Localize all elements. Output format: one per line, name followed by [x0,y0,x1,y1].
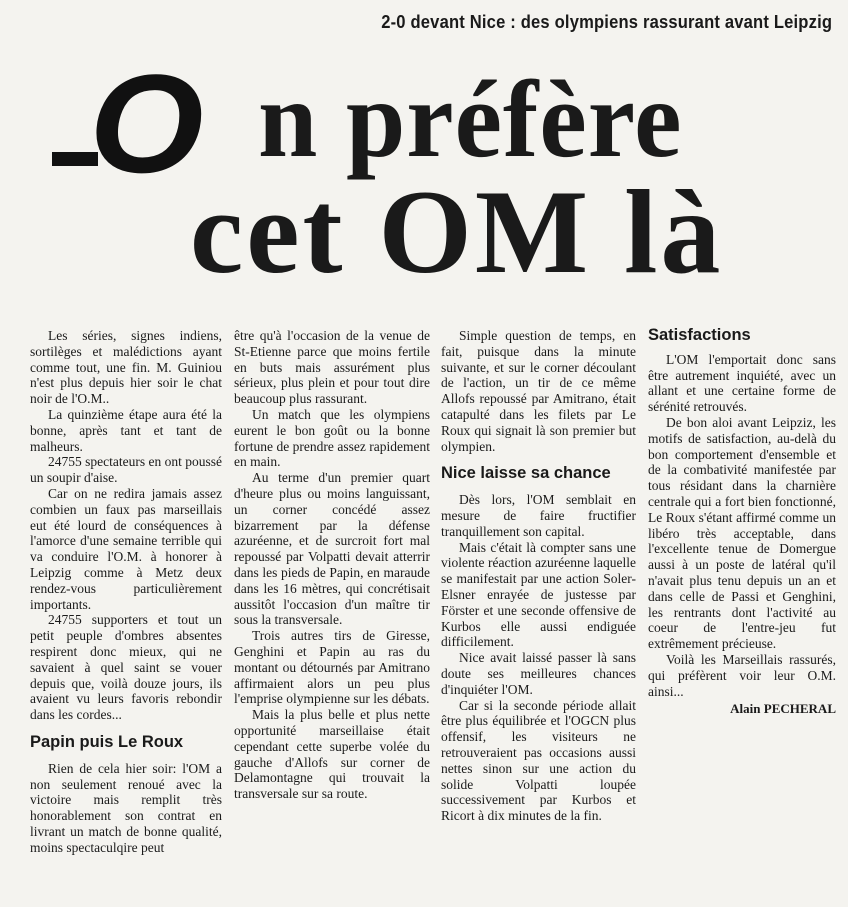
article-paragraph: Les séries, signes indiens, sortilèges et malédictions ayant comme tout, une fin. M. Guiniou n'est plus depuis hier soir le chat noir de l'O.M.. [30,328,222,407]
author-signature: Alain PECHERAL [730,701,836,717]
article-paragraph: Rien de cela hier soir: l'OM a non seulement renoué avec la victoire mais remplit très honorablement son contrat en livrant un match de bonne qualité, moins spectaculqire peut [30,760,222,855]
article-paragraph: Mais la plus belle et plus nette opportunité marseillaise était cependant cette superbe volée du gauche d'Allofs sur corner de Delamontagne qui trouvait la transversale sur sa route. [234,707,430,802]
article-paragraph: 24755 spectateurs en ont poussé un soupir d'aise. [30,454,222,486]
article-paragraph: Trois autres tirs de Giresse, Genghini et Papin au ras du montant ou détournés par Amitrano affirmaient alors un peu plus l'emprise olympienne sur les débats. [234,628,430,707]
article-column-4 [648,328,836,717]
article-column-1 [30,328,222,856]
section-subhead: Papin puis Le Roux [30,732,184,751]
headline-initial: O [89,45,204,202]
article-paragraph: être qu'à l'occasion de la venue de St-Etienne parce que moins fertile en buts mais assurément plus sérieux, plus plein et pour tout dire beaucoup plus rassurant. [234,328,430,407]
article-paragraph: Mais c'était là compter sans une violente réaction azuréenne laquelle se manifestait par une action Soler-Elsner enrayée de justesse par Förster et une seconde offensive de Kurbos elle aussi endiguée difficilement. [441,539,636,650]
article-paragraph: Voilà les Marseillais rassurés, qui préfèrent voir leur O.M. ainsi... [648,651,836,699]
article-paragraph: Simple question de temps, en fait, puisque dans la minute suivante, et sur le corner découlant de l'action, un tir de ce même Allofs repoussé par Amitrano, était catapulté dans les filets par Le Roux qui signait là son premier but olympien. [441,328,636,454]
section-subhead: Satisfactions [648,326,751,344]
article-paragraph: Car si la seconde période allait être plus équilibrée et l'OGCN plus offensif, les visiteurs ne retrouveraient pas occasions aussi nettes sinon sur une action du solide Volpatti loupée successivement par Kurbos et Ricort à dix minutes de la fin. [441,697,636,824]
article-column-2 [234,328,430,802]
kicker: 2-0 devant Nice : des olympiens rassurant avant Leipzig [381,12,832,32]
article-paragraph: Car on ne redira jamais assez combien un faux pas marseillais eut été lourd de conséquences à l'amorce d'une semaine terrible qui va conduire l'O.M. à honorer à Leipzig comme à Metz deux rendez-vous particulièrement importants. [30,485,222,612]
headline-line1: n préfère [258,58,683,180]
headline-line2: cet OM là [190,165,724,298]
article-paragraph: 24755 supporters et tout un petit peuple d'ombres absentes respirent donc mieux, qui ne savaient à quel saint se vouer depuis que, voilà douze jours, ils avaient vu leurs favoris rebondir dans les cordes... [30,612,222,723]
article-paragraph: De bon aloi avant Leipziz, les motifs de satisfaction, au-delà du bon comportement d'ensemble et de la combativité manifestée par tous résidant dans la charnière centrale qui a fort bien fonctionné, Le Roux s'étant affirmé comme un libéro très acceptable, dans l'excellente tenue de Domergue aussi à un poste de latéral qu'il n'avait plus tenu depuis un an et dans celle de Passi et Genghini, les rentrants dont l'activité au coeur de l'entre-jeu fut extrêmement précieuse. [648,414,836,652]
headline [0,38,848,308]
article-paragraph: Dès lors, l'OM semblait en mesure de faire fructifier tranquillement son capital. [441,492,636,539]
article-paragraph: La quinzième étape aura été la bonne, après tant et tant de malheurs. [30,406,222,454]
article-paragraph: Au terme d'un premier quart d'heure plus ou moins languissant, un corner concédé assez bizarrement par la défense azuréenne, et de surcroit fort mal repoussé par Volpatti devait atterrir dans les pieds de Papin, en maraude dans les 16 mètres, qui concrétisait aussitôt l'occasion d'un maître tir sous la transversale. [234,470,430,628]
article-column-3 [441,328,636,824]
article-paragraph: Un match que les olympiens eurent le bon goût ou la bonne fortune de prendre assez rapidement en main. [234,406,430,470]
article-paragraph: Nice avait laissé passer là sans doute ses meilleures chances d'inquiéter l'OM. [441,650,636,697]
section-subhead: Nice laisse sa chance [441,464,611,483]
article-paragraph: L'OM l'emportait donc sans être autrement inquiété, avec un allant et une certaine forme de sérénité retrouvés. [648,351,836,415]
